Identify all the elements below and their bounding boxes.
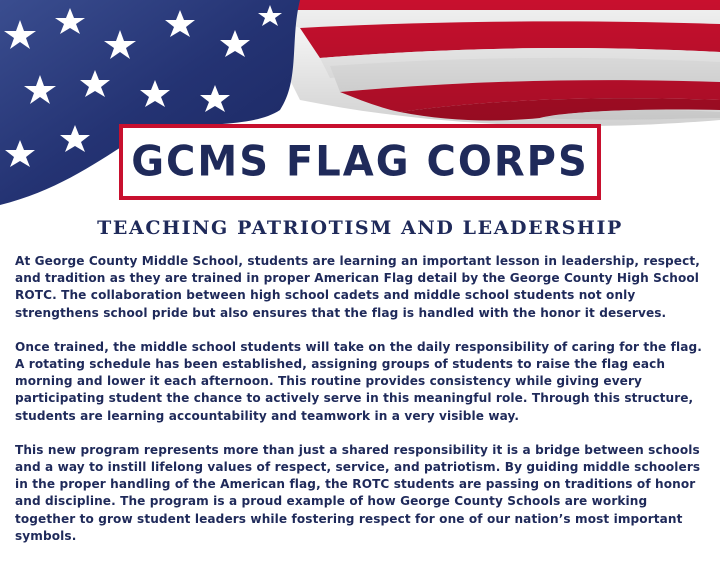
title-box [119, 124, 601, 200]
page-subtitle: TEACHING PATRIOTISM AND LEADERSHIP [97, 217, 623, 239]
article-body [15, 253, 707, 562]
paragraph-2: Once trained, the middle school students will take on the daily responsibility of caring for the flag. A rotating schedule has been established, assigning groups of students to raise the flag each morning and lower it each afternoon. This routine provides consistency while giving every participating student the chance to actively serve in this meaningful role. Through this structure, students are learning accountability and teamwork in a very visible way. [15, 339, 702, 423]
flag-stripes [250, 0, 720, 126]
paragraph-3: This new program represents more than just a shared responsibility it is a bridge between schools and a way to instill lifelong values of respect, service, and patriotism. By guiding middle schoolers in the proper handling of the American flag, the ROTC students are passing on traditions of honor and discipline. The program is a proud example of how George County Schools are working together to grow student leaders while fostering respect for one of our nation’s most important symbols. [15, 442, 701, 543]
paragraph-1: At George County Middle School, students are learning an important lesson in leadership, respect, and tradition as they are trained in proper American Flag detail by the George County High School ROTC. The collaboration between high school cadets and middle school students not only strengthens school pride but also ensures that the flag is handled with the honor it deserves. [15, 254, 700, 320]
page-title: GCMS FLAG CORPS [131, 137, 589, 187]
